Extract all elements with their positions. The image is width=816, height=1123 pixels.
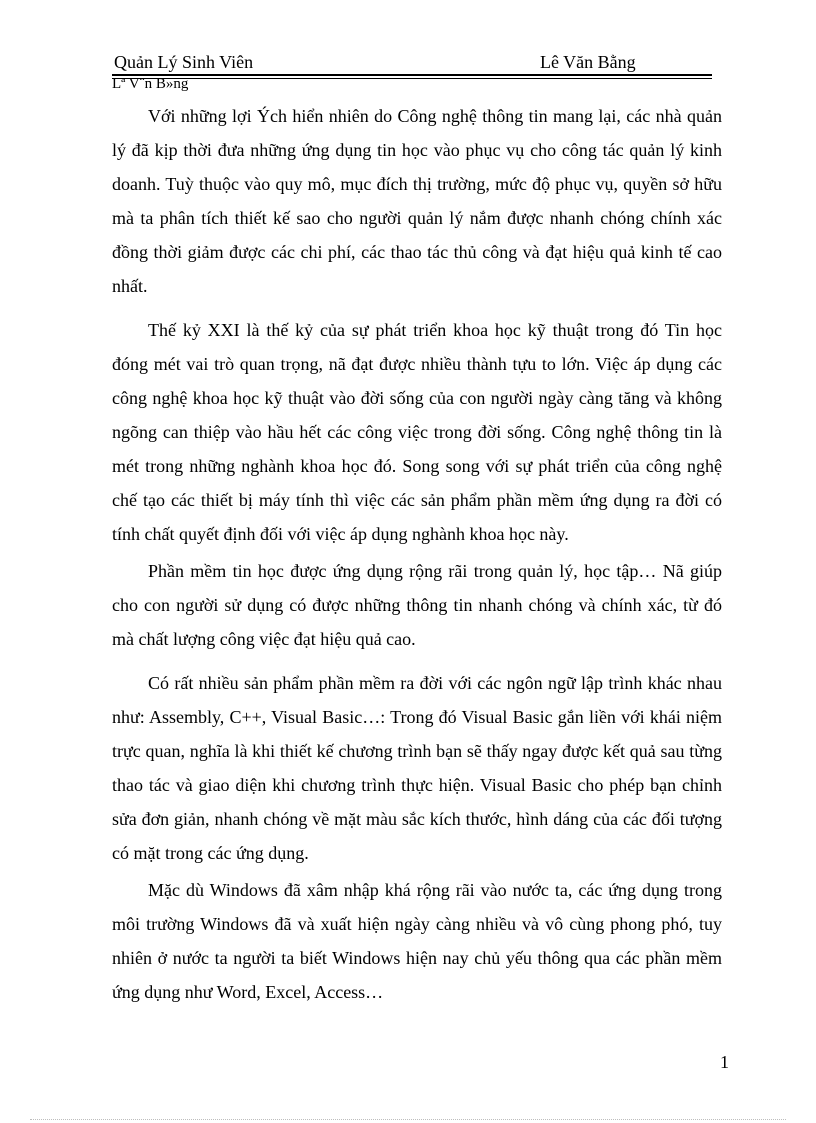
page-number: 1 <box>720 1052 729 1072</box>
document-body <box>112 99 722 1009</box>
paragraph-2: Thế kỷ XXI là thế kỷ của sự phát triển khoa học kỹ thuật trong đó Tin học đóng mét vai trò quan trọng, nã đạt được nhiều thành tựu to lớn. Việc áp dụng các công nghệ khoa học kỹ thuật vào đời sống của con người ngày càng tăng và không ngõng can thiệp vào hầu hết các công việc trong đời sống. Công nghệ thông tin là mét trong những nghành khoa học đó. Song song với sự phát triển của công nghệ chế tạo các thiết bị máy tính thì việc các sản phẩm phần mềm ứng dụng ra đời có tính chất quyết định đối với việc áp dụng nghành khoa học này. <box>112 320 722 544</box>
header-title: Quản Lý Sinh Viên <box>114 52 254 72</box>
garbled-author-text: Lª V¨n B»ng <box>112 76 189 92</box>
paragraph-3: Phần mềm tin học được ứng dụng rộng rãi trong quản lý, học tập… Nã giúp cho con người sử dụng có được những thông tin nhanh chóng và chính xác, từ đó mà chất lượng công việc đạt hiệu quả cao. <box>112 561 722 649</box>
header-rule-thin <box>112 78 712 79</box>
paragraph-5: Mặc dù Windows đã xâm nhập khá rộng rãi vào nước ta, các ứng dụng trong môi trường Windows đã và xuất hiện ngày càng nhiều và vô cùng phong phó, tuy nhiên ở nước ta người ta biết Windows hiện nay chủ yếu thông qua các phần mềm ứng dụng như Word, Excel, Access… <box>112 880 722 1002</box>
page-bottom-border <box>30 1119 786 1120</box>
header-rule-thick <box>112 74 712 76</box>
paragraph-1: Với những lợi Ých hiển nhiên do Công nghệ thông tin mang lại, các nhà quản lý đã kịp thời đưa những ứng dụng tin học vào phục vụ cho công tác quản lý kinh doanh. Tuỳ thuộc vào quy mô, mục đích thị trường, mức độ phục vụ, quyền sở hữu mà ta phân tích thiết kế sao cho người quản lý nắm được nhanh chóng chính xác đồng thời giảm được các chi phí, các thao tác thủ công và đạt hiệu quả kinh tế cao nhất. <box>112 106 722 296</box>
header-author: Lê Văn Bằng <box>540 52 636 72</box>
paragraph-4: Có rất nhiều sản phẩm phần mềm ra đời với các ngôn ngữ lập trình khác nhau như: Assembly, C++, Visual Basic…: Trong đó Visual Basic gắn liền với khái niệm trực quan, nghĩa là khi thiết kế chương trình bạn sẽ thấy ngay được kết quả sau từng thao tác và giao diện khi chương trình thực hiện. Visual Basic cho phép bạn chỉnh sửa đơn giản, nhanh chóng về mặt màu sắc kích thước, hình dáng của các đối tượng có mặt trong các ứng dụng. <box>112 673 722 863</box>
